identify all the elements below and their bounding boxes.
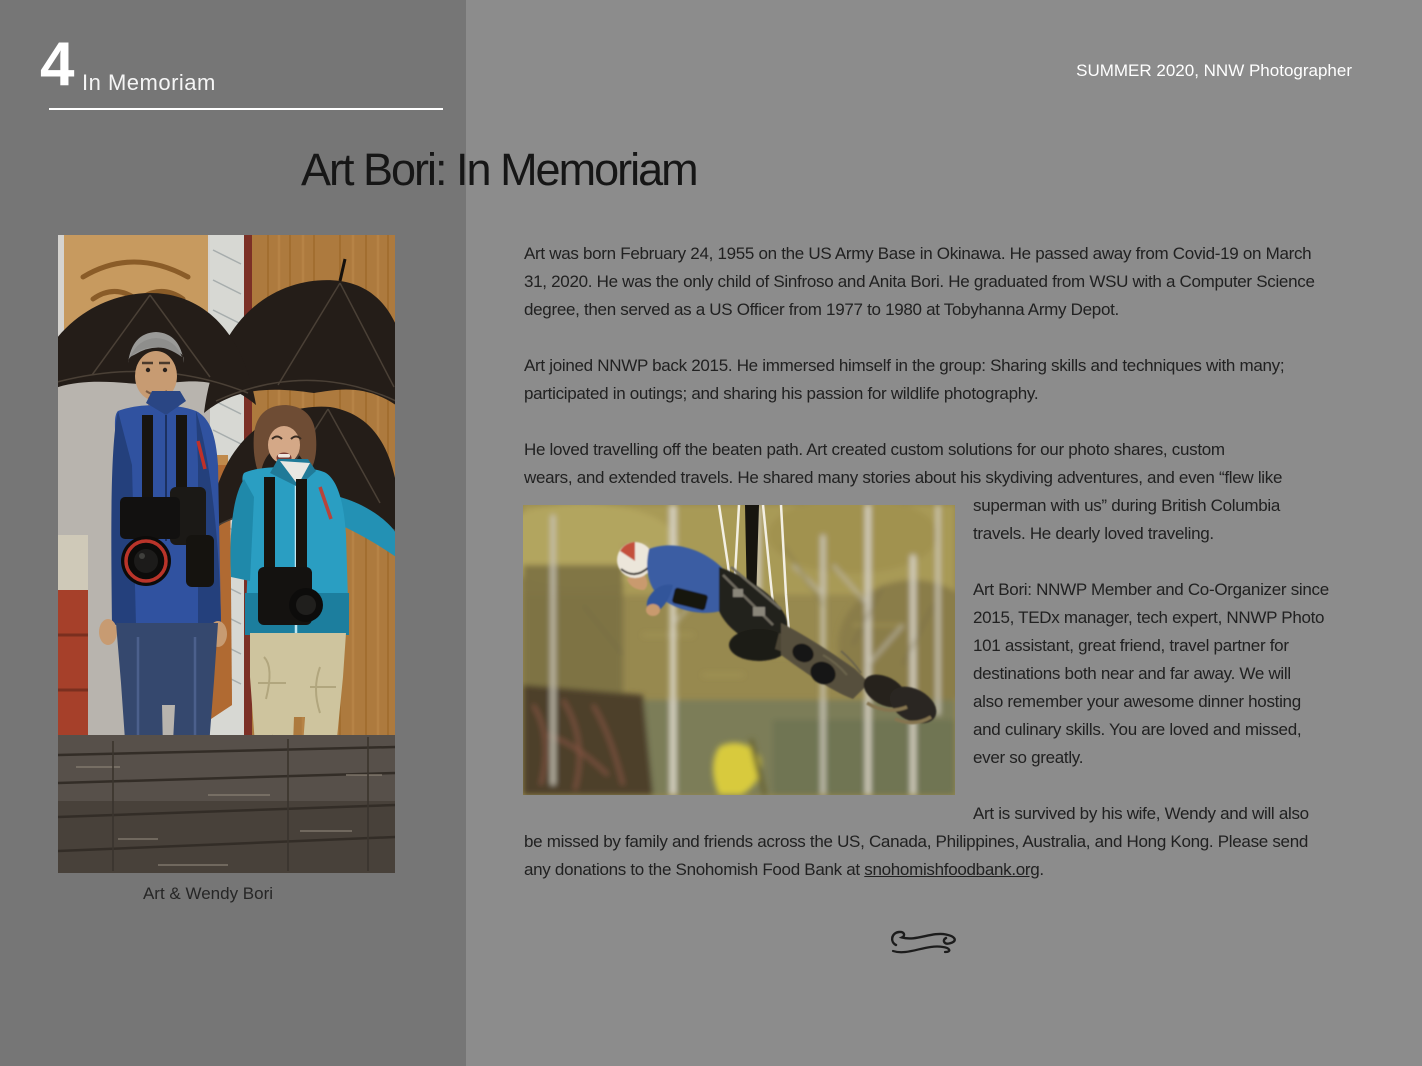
blank-line [524,548,1364,576]
body-line: ever so greatly. [973,748,1084,767]
photo-caption: Art & Wendy Bori [142,884,274,903]
body-line: wears, and extended travels. He shared many stories about his skydiving adventures, and even “flew like [524,468,1283,487]
header-rule [49,108,443,110]
body-line: 101 assistant, great friend, travel partner for [973,636,1289,655]
body-line: and culinary skills. You are loved and missed, [973,720,1302,739]
body-line: degree, then served as a US Officer from 1977 to 1980 at Tobyhanna Army Depot. [524,300,1119,319]
body-line: Art joined NNWP back 2015. He immersed himself in the group: Sharing skills and techniques with many; [524,356,1285,375]
issue-label: SUMMER 2020, NNW Photographer [1076,61,1352,80]
body-line: 31, 2020. He was the only child of Sinfroso and Anita Bori. He graduated from WSU with a Computer Science [524,272,1315,291]
couple-photo [58,235,395,873]
link-line-suffix: . [1039,860,1044,879]
blank-line [524,408,1364,436]
body-line: Art was born February 24, 1955 on the US Army Base in Okinawa. He passed away from Covid-19 on March [524,244,1312,263]
body-line: Art Bori: NNWP Member and Co-Organizer since [973,580,1329,599]
body-line: destinations both near and far away. We will [973,664,1291,683]
blank-line [524,324,1364,352]
body-line: He loved travelling off the beaten path. Art created custom solutions for our photo shares, custom [524,440,1225,459]
body-line-with-link [524,856,1364,884]
foodbank-link[interactable]: snohomishfoodbank.org [864,860,1040,879]
body-line: 2015, TEDx manager, tech expert, NNWP Photo [973,608,1325,627]
link-line-prefix: any donations to the Snohomish Food Bank at [524,860,865,879]
body-line: superman with us” during British Columbia [973,496,1281,515]
body-line: also remember your awesome dinner hosting [973,692,1301,711]
article-body [524,240,1364,884]
body-line: Art is survived by his wife, Wendy and will also [973,804,1309,823]
body-line: travels. He dearly loved traveling. [973,524,1214,543]
body-line: be missed by family and friends across the US, Canada, Philippines, Australia, and Hong Kong. Please send [524,832,1309,851]
article-title: Art Bori: In Memoriam [301,144,697,195]
section-title: In Memoriam [82,70,216,95]
swoosh-flourish-icon [886,929,964,957]
page-number: 4 [40,30,75,99]
body-line: participated in outings; and sharing his passion for wildlife photography. [524,384,1039,403]
blank-line [524,772,1364,800]
